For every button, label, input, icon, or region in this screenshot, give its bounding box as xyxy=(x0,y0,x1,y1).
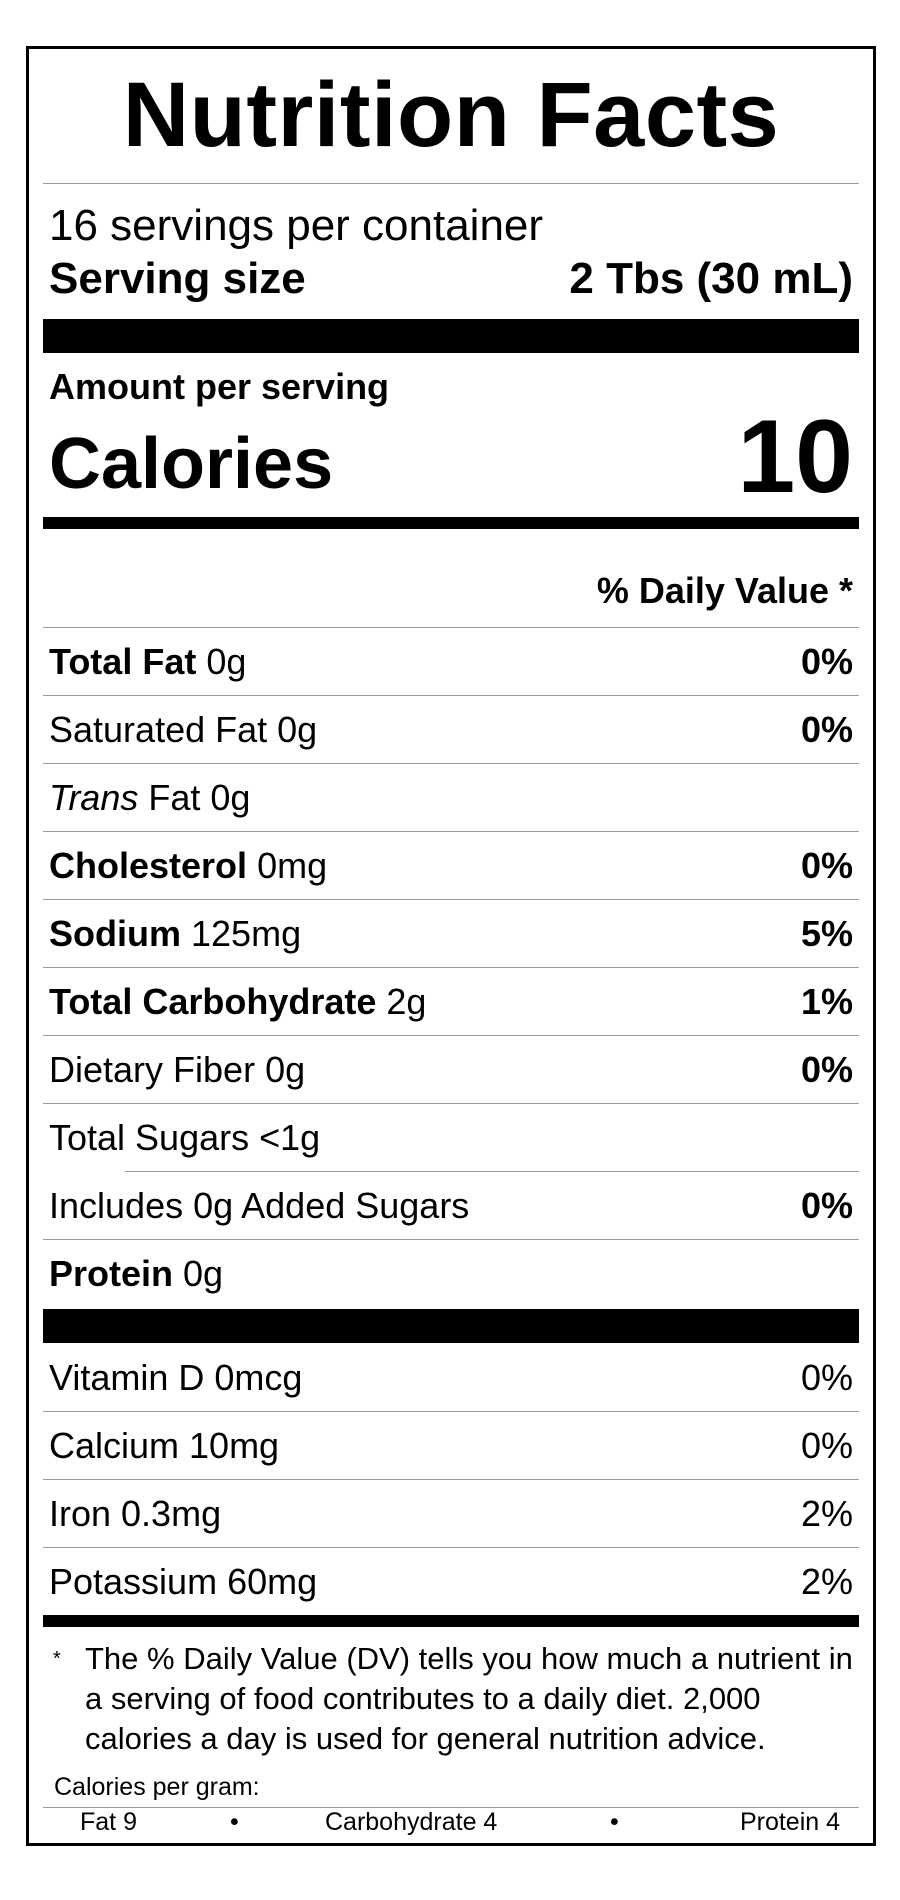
nutrient-dv: 0% xyxy=(800,1049,853,1090)
nutrient-row-trans-fat xyxy=(49,765,853,831)
cpg-carbohydrate: Carbohydrate 4 xyxy=(325,1808,498,1836)
calories-per-gram-label: Calories per gram: xyxy=(54,1773,260,1801)
calories-per-gram-row xyxy=(80,1806,840,1838)
divider xyxy=(125,1171,859,1172)
daily-value-header: % Daily Value * xyxy=(596,570,853,611)
nutrient-dv: 0% xyxy=(800,1185,853,1226)
nutrient-amount: 0g xyxy=(277,709,318,750)
vitamin-dv: 0% xyxy=(800,1425,853,1466)
vitamin-text: Potassium 60mg xyxy=(49,1561,318,1602)
nutrient-name: Sodium xyxy=(49,913,181,954)
nutrient-amount: 0g xyxy=(206,641,247,682)
nutrient-row-cholesterol xyxy=(49,833,853,899)
servings-per-container: 16 servings per container xyxy=(49,201,544,250)
divider xyxy=(43,1547,859,1548)
divider xyxy=(43,1103,859,1104)
nutrient-dv: 5% xyxy=(800,913,853,954)
divider xyxy=(43,695,859,696)
cpg-fat: Fat 9 xyxy=(80,1808,137,1836)
medium-divider xyxy=(43,1615,859,1627)
serving-size-value: 2 Tbs (30 mL) xyxy=(569,254,853,303)
vitamin-text: Calcium 10mg xyxy=(49,1425,280,1466)
nutrient-name: Total Fat xyxy=(49,641,197,682)
divider xyxy=(43,1239,859,1240)
nutrient-row-saturated-fat xyxy=(49,697,853,763)
nutrient-name-italic: Trans xyxy=(49,777,139,818)
divider xyxy=(43,627,859,628)
added-sugars-text: Includes 0g Added Sugars xyxy=(49,1185,470,1226)
nutrient-dv: 0% xyxy=(800,709,853,750)
footnote-text: The % Daily Value (DV) tells you how much a nutrient in a serving of food contributes to a daily diet. 2,000 calories a day is used for general nutrition advice. xyxy=(85,1641,853,1756)
divider xyxy=(43,1411,859,1412)
nutrient-amount: 0g xyxy=(210,777,251,818)
vitamin-dv: 0% xyxy=(800,1357,853,1398)
cpg-protein: Protein 4 xyxy=(739,1808,840,1836)
nutrient-name: Total Sugars xyxy=(49,1117,250,1158)
calories-row xyxy=(49,399,853,515)
divider xyxy=(43,899,859,900)
nutrient-dv: 1% xyxy=(800,981,853,1022)
amount-per-serving: Amount per serving xyxy=(49,366,390,407)
nutrient-row-total-fat xyxy=(49,629,853,695)
nutrient-amount: 0g xyxy=(265,1049,306,1090)
nutrient-row-dietary-fiber xyxy=(49,1037,853,1103)
divider xyxy=(43,967,859,968)
divider xyxy=(43,1035,859,1036)
nutrient-row-total-carbohydrate xyxy=(49,969,853,1035)
vitamin-text: Iron 0.3mg xyxy=(49,1493,222,1534)
vitamin-row-vitamin-d xyxy=(49,1345,853,1411)
calories-value: 10 xyxy=(737,399,853,515)
nutrient-row-total-sugars xyxy=(49,1105,853,1171)
thick-divider xyxy=(43,319,859,353)
label-title: Nutrition Facts xyxy=(122,64,780,166)
nutrient-dv: 0% xyxy=(800,845,853,886)
nutrient-name: Saturated Fat xyxy=(49,709,268,750)
vitamin-row-potassium xyxy=(49,1549,853,1615)
serving-size-row xyxy=(49,251,853,307)
nutrient-name: Total Carbohydrate xyxy=(49,981,377,1022)
vitamin-row-calcium xyxy=(49,1413,853,1479)
bullet: • xyxy=(610,1808,619,1836)
nutrient-amount: 125mg xyxy=(191,913,302,954)
bullet: • xyxy=(230,1808,239,1836)
nutrient-amount: <1g xyxy=(259,1117,321,1158)
medium-divider xyxy=(43,517,859,529)
vitamin-text: Vitamin D 0mcg xyxy=(49,1357,303,1398)
nutrition-facts-panel xyxy=(26,46,876,1846)
nutrient-row-added-sugars xyxy=(49,1173,853,1239)
nutrient-amount: 2g xyxy=(386,981,427,1022)
nutrient-amount: 0mg xyxy=(257,845,328,886)
vitamin-row-iron xyxy=(49,1481,853,1547)
nutrient-row-sodium xyxy=(49,901,853,967)
footnote-star: * xyxy=(53,1648,61,1670)
divider xyxy=(43,1479,859,1480)
divider xyxy=(43,763,859,764)
nutrient-row-protein xyxy=(49,1241,853,1307)
nutrient-amount: 0g xyxy=(183,1253,224,1294)
divider xyxy=(43,183,859,184)
calories-label: Calories xyxy=(49,424,334,504)
thick-divider xyxy=(43,1309,859,1343)
nutrient-dv: 0% xyxy=(800,641,853,682)
nutrient-name: Cholesterol xyxy=(49,845,248,886)
nutrient-name: Fat xyxy=(148,777,201,818)
vitamin-dv: 2% xyxy=(800,1561,853,1602)
nutrient-name: Dietary Fiber xyxy=(49,1049,256,1090)
nutrient-name: Protein xyxy=(49,1253,174,1294)
divider xyxy=(43,831,859,832)
serving-size-label: Serving size xyxy=(49,254,306,303)
vitamin-dv: 2% xyxy=(800,1493,853,1534)
